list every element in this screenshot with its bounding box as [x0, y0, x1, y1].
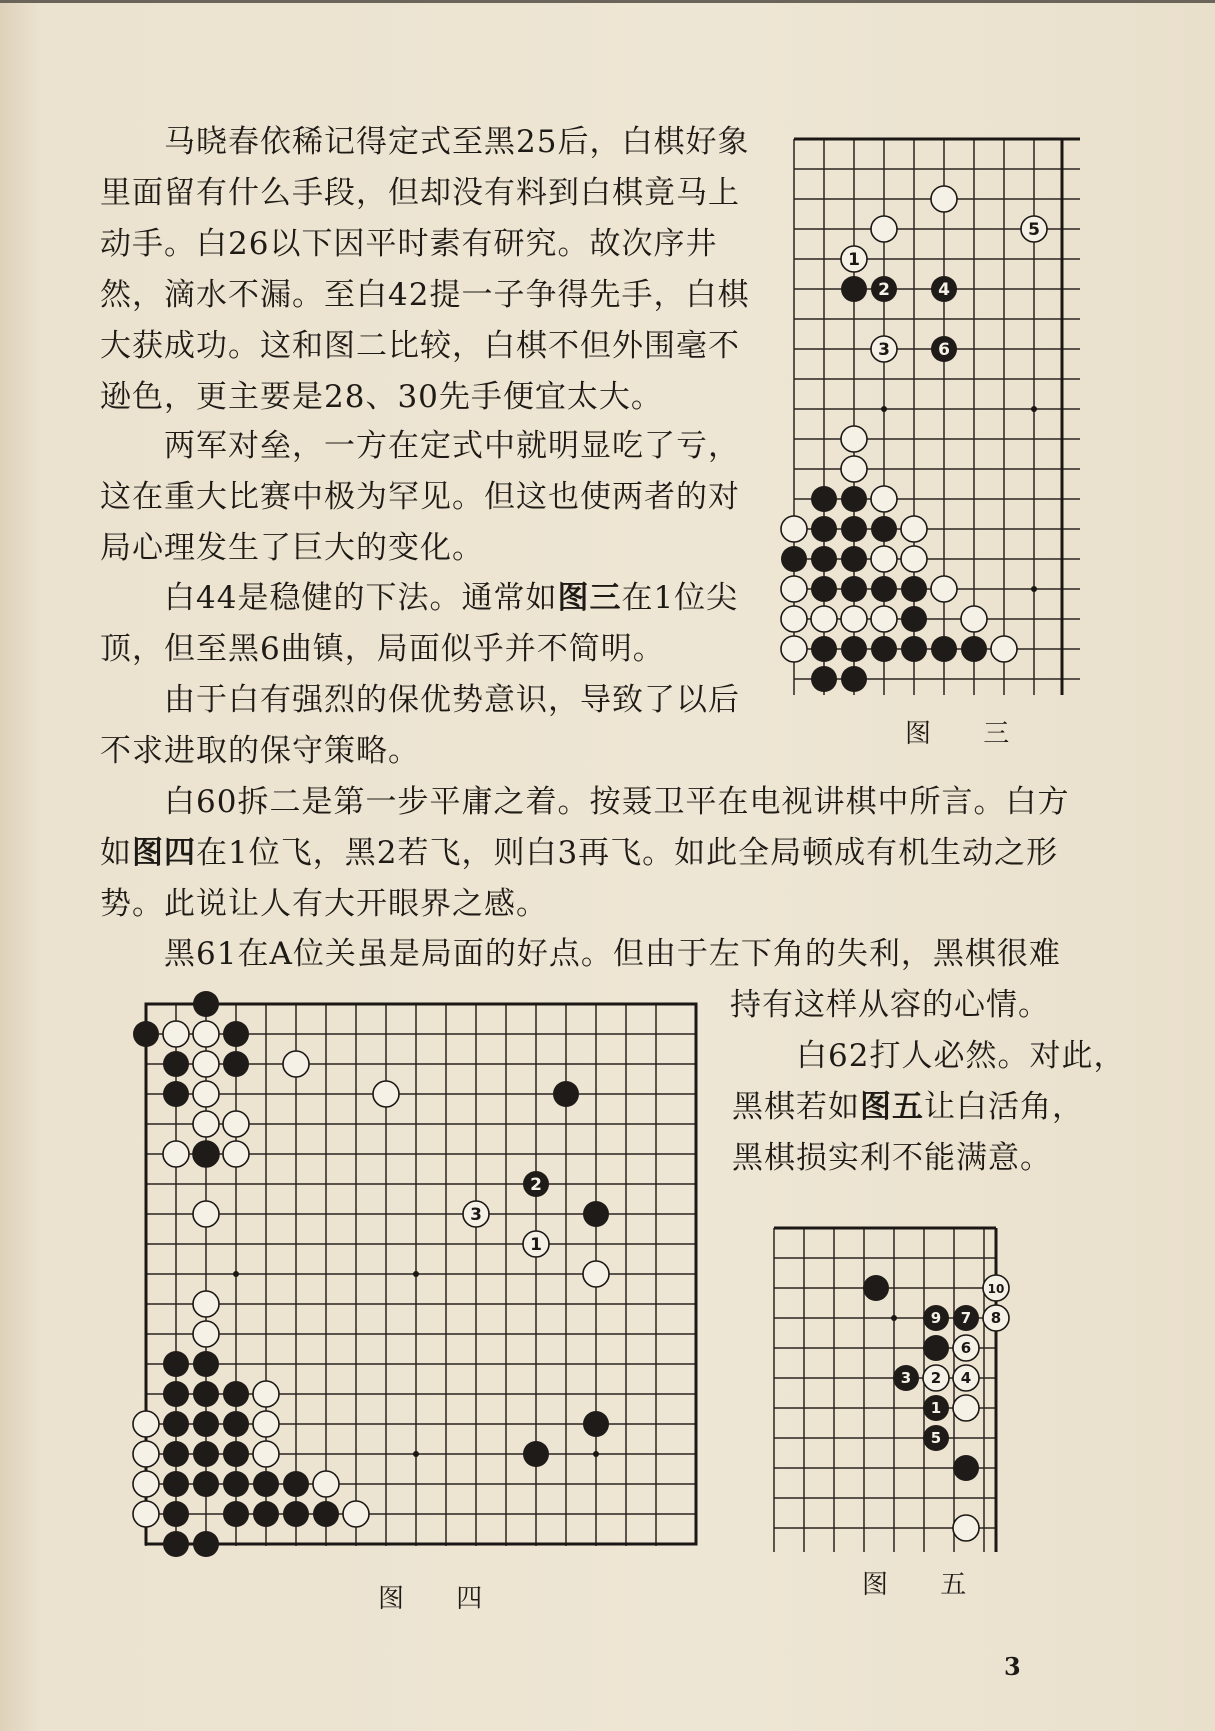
go-diagram-fig3: [780, 135, 1090, 710]
figure-4-caption: 图 四: [378, 1584, 505, 1614]
svg-text:10: 10: [987, 1282, 1005, 1296]
svg-text:5: 5: [1028, 220, 1040, 240]
svg-text:4: 4: [938, 280, 950, 300]
svg-text:7: 7: [960, 1309, 972, 1327]
svg-text:3: 3: [900, 1369, 912, 1387]
svg-text:9: 9: [930, 1309, 942, 1327]
svg-text:1: 1: [530, 1235, 542, 1255]
paragraph-5: 白60拆二是第一步平庸之着。按聂卫平在电视讲棋中所言。白方 如图四在1位飞，黑2若飞，则白3再飞。如此全局顿成有机生动之形 势。此说让人有大开眼界之感。: [100, 784, 1070, 922]
paragraph-4: 由于白有强烈的保优势意识，导致了以后 不求进取的保守策略。: [100, 682, 740, 769]
figure-3-caption: 图 三: [905, 719, 1032, 749]
go-diagram-fig5: [768, 1222, 1028, 1562]
paragraph-1: 马晓春依稀记得定式至黑25后，白棋好象 里面留有什么手段，但却没有料到白棋竟马上 动手。白26以下因平时素有研究。故次序井 然，滴水不漏。至白42提一子争得先手，白棋 大获成功。这和图二比较，白棋不但外围毫不 逊色，更主要是28、30先手便宜太大。: [100, 124, 750, 415]
svg-text:2: 2: [530, 1175, 542, 1195]
svg-text:4: 4: [960, 1369, 972, 1387]
paragraph-3: 白44是稳健的下法。通常如图三在1位尖 顶，但至黑6曲镇，局面似乎并不简明。: [100, 580, 739, 667]
paragraph-2: 两军对垒，一方在定式中就明显吃了亏， 这在重大比赛中极为罕见。但这也使两者的对 局心理发生了巨大的变化。: [100, 428, 740, 566]
svg-text:1: 1: [848, 250, 860, 270]
page-number: 3: [1004, 1652, 1021, 1681]
paragraph-6: 黑61在A位关虽是局面的好点。但由于左下角的失利，黑棋很难 持有这样从容的心情。: [100, 936, 1061, 1023]
go-diagram-fig4: [130, 990, 705, 1565]
svg-text:3: 3: [470, 1205, 482, 1225]
figure-5-caption: 图 五: [862, 1570, 989, 1600]
svg-text:5: 5: [930, 1429, 942, 1447]
svg-text:2: 2: [930, 1369, 942, 1387]
paragraph-7: 白62打人必然。对此， 黑棋若如图五让白活角， 黑棋损实利不能满意。: [732, 1038, 1126, 1176]
svg-text:2: 2: [878, 280, 890, 300]
svg-text:1: 1: [930, 1399, 942, 1417]
svg-text:3: 3: [878, 340, 890, 360]
svg-text:6: 6: [960, 1339, 972, 1357]
svg-text:8: 8: [990, 1309, 1002, 1327]
svg-text:6: 6: [938, 340, 950, 360]
